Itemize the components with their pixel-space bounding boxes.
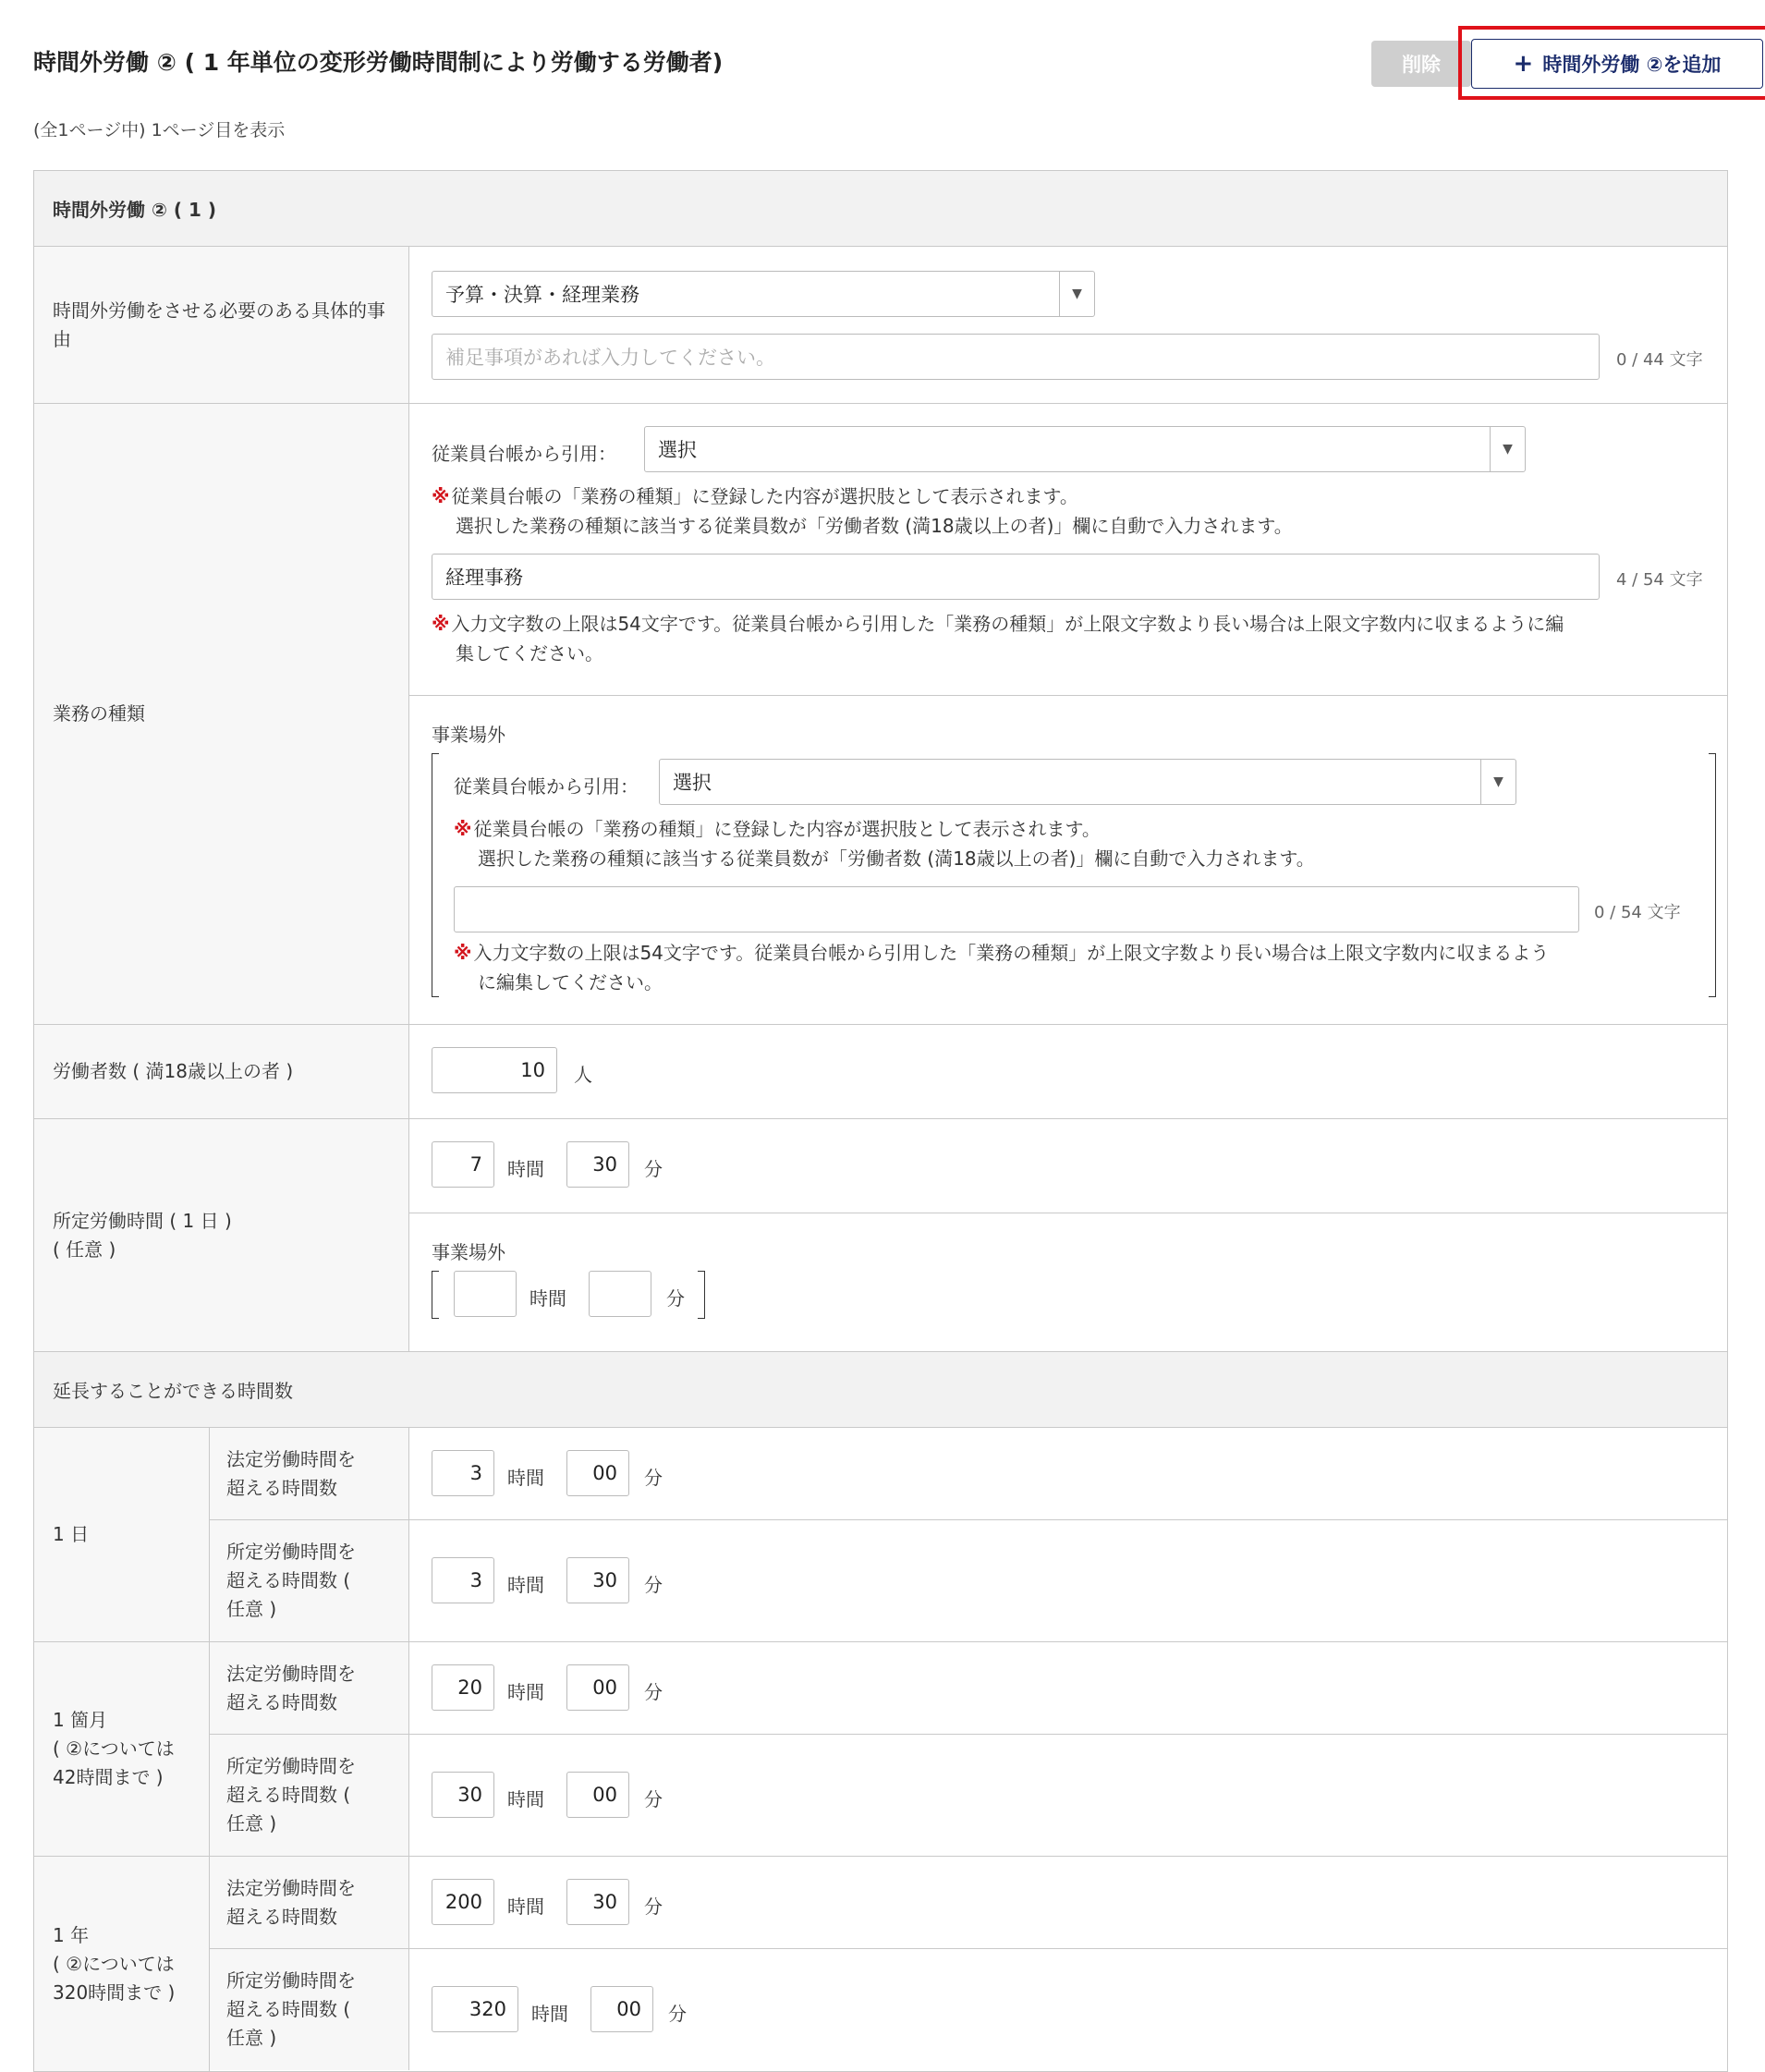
add-overtime-label: 時間外労働 ②を追加 bbox=[1542, 54, 1722, 76]
outside-heading: 事業場外 bbox=[432, 724, 505, 746]
scheduled-row bbox=[34, 1119, 1727, 1352]
job-type-main bbox=[409, 404, 1727, 696]
job-type-input-value: 経理事務 bbox=[445, 567, 523, 589]
day-sched-row bbox=[210, 1520, 1727, 1641]
reason-label: 時間外労働をさせる必要のある具体的事由 bbox=[34, 247, 409, 403]
supplement-counter: 0 / 44 文字 bbox=[1616, 350, 1703, 370]
legal-label-line: 法定労働時間を bbox=[226, 1662, 356, 1685]
minute-unit: 分 bbox=[668, 2003, 687, 2025]
job-type-counter: 4 / 54 文字 bbox=[1616, 570, 1703, 590]
month-sched-row bbox=[210, 1735, 1727, 1856]
year-sched-row bbox=[210, 1949, 1727, 2070]
sched-label-line: 超える時間数 ( bbox=[226, 1998, 351, 2020]
month-sched-content bbox=[409, 1735, 1727, 1856]
month-legal-row bbox=[210, 1642, 1727, 1735]
month-sched-hours[interactable]: 30 bbox=[432, 1772, 494, 1818]
bracket-right bbox=[698, 1271, 705, 1319]
bracket-left bbox=[432, 753, 439, 997]
scheduled-content bbox=[409, 1119, 1727, 1351]
reason-content bbox=[409, 247, 1727, 403]
day-legal-hours[interactable]: 3 bbox=[432, 1450, 494, 1496]
note-mark: ※ bbox=[454, 942, 472, 964]
year-label-line: 1 年 bbox=[53, 1923, 90, 1946]
scheduled-outside bbox=[409, 1213, 1727, 1352]
month-sched-minutes[interactable]: 00 bbox=[566, 1772, 629, 1818]
legal-label-line: 法定労働時間を bbox=[226, 1876, 356, 1899]
extension-year-row bbox=[34, 1857, 1727, 2071]
year-label-line: 320時間まで ) bbox=[53, 1981, 176, 2004]
year-legal-content bbox=[409, 1857, 1727, 1948]
month-label bbox=[34, 1642, 210, 1856]
job-type-input[interactable] bbox=[432, 554, 1600, 600]
chevron-down-icon: ▼ bbox=[1480, 760, 1515, 804]
hour-unit: 時間 bbox=[507, 1895, 544, 1918]
minute-unit: 分 bbox=[644, 1681, 663, 1703]
month-legal-content bbox=[409, 1642, 1727, 1734]
minute-unit: 分 bbox=[644, 1467, 663, 1489]
sched-label bbox=[210, 1735, 409, 1856]
minute-unit: 分 bbox=[644, 1788, 663, 1810]
bracket-left bbox=[432, 1271, 439, 1319]
cite-label: 従業員台帳から引用： bbox=[432, 443, 616, 465]
month-legal-minutes[interactable]: 00 bbox=[566, 1664, 629, 1711]
note-text: 入力文字数の上限は54文字です。従業員台帳から引用した「業務の種類」が上限文字数より長い場合は上限文字数内に収まるよう bbox=[473, 942, 1550, 964]
hour-unit: 時間 bbox=[507, 1158, 544, 1180]
year-sched-content bbox=[409, 1949, 1727, 2070]
legal-label-line: 超える時間数 bbox=[226, 1690, 337, 1713]
year-legal-minutes[interactable]: 30 bbox=[566, 1879, 629, 1925]
hour-unit: 時間 bbox=[507, 1681, 544, 1703]
reason-row bbox=[34, 247, 1727, 404]
job-type-note-1 bbox=[432, 481, 1293, 541]
outside-cite-label: 従業員台帳から引用： bbox=[454, 775, 639, 798]
month-label-line: 42時間まで ) bbox=[53, 1766, 164, 1788]
outside-minutes-input[interactable] bbox=[589, 1271, 651, 1317]
outside-job-type-select[interactable] bbox=[659, 759, 1516, 805]
supplement-input[interactable] bbox=[432, 334, 1600, 380]
page-title: 時間外労働 ② ( 1 年単位の変形労働時間制により労働する労働者) bbox=[33, 49, 724, 76]
legal-label bbox=[210, 1428, 409, 1519]
outside-note-1 bbox=[454, 814, 1315, 873]
sched-label-line: 所定労働時間を bbox=[226, 1755, 356, 1777]
bracket-right bbox=[1709, 753, 1716, 997]
legal-label-line: 超える時間数 bbox=[226, 1905, 337, 1928]
delete-button[interactable]: 削除 bbox=[1371, 41, 1471, 87]
sched-label bbox=[210, 1949, 409, 2070]
workers-unit: 人 bbox=[574, 1064, 592, 1086]
job-type-label: 業務の種類 bbox=[34, 404, 409, 1024]
legal-label-line: 超える時間数 bbox=[226, 1476, 337, 1499]
workers-input[interactable]: 10 bbox=[432, 1047, 557, 1093]
day-sched-content bbox=[409, 1520, 1727, 1641]
scheduled-main bbox=[409, 1119, 1727, 1213]
sched-label-line: 超える時間数 ( bbox=[226, 1784, 351, 1806]
outside-hours-input[interactable] bbox=[454, 1271, 517, 1317]
month-group bbox=[210, 1642, 1727, 1856]
note-text: に編集してください。 bbox=[478, 971, 663, 993]
day-legal-row bbox=[210, 1428, 1727, 1520]
sched-label-line: 所定労働時間を bbox=[226, 1541, 356, 1563]
workers-row bbox=[34, 1025, 1727, 1119]
month-legal-hours[interactable]: 20 bbox=[432, 1664, 494, 1711]
sched-label-line: 所定労働時間を bbox=[226, 1969, 356, 1992]
sched-label-line: 任意 ) bbox=[226, 2027, 277, 2049]
page-info: (全1ページ中) 1ページ目を表示 bbox=[33, 120, 286, 140]
reason-select[interactable] bbox=[432, 271, 1095, 317]
scheduled-label-line: 所定労働時間 ( 1 日 ) bbox=[53, 1209, 232, 1232]
job-type-outside bbox=[409, 696, 1727, 1025]
year-label bbox=[34, 1857, 210, 2071]
scheduled-minutes-input[interactable]: 30 bbox=[566, 1141, 629, 1188]
extension-heading-text: 延長することができる時間数 bbox=[53, 1380, 293, 1402]
minute-unit: 分 bbox=[644, 1895, 663, 1918]
outside-select-value: 選択 bbox=[673, 772, 712, 794]
legal-label bbox=[210, 1857, 409, 1948]
month-label-line: ( ②については bbox=[53, 1737, 175, 1760]
workers-label: 労働者数 ( 満18歳以上の者 ) bbox=[34, 1025, 409, 1118]
section-title-text: 時間外労働 ② ( 1 ) bbox=[53, 199, 216, 221]
section-title bbox=[34, 171, 1727, 247]
outside-note-2 bbox=[454, 938, 1549, 997]
note-text: 従業員台帳の「業務の種類」に登録した内容が選択肢として表示されます。 bbox=[473, 818, 1101, 840]
day-sched-minutes[interactable]: 30 bbox=[566, 1557, 629, 1603]
scheduled-hours-input[interactable]: 7 bbox=[432, 1141, 494, 1188]
add-overtime-button[interactable] bbox=[1471, 39, 1763, 89]
page-header bbox=[33, 41, 1745, 102]
year-sched-minutes[interactable]: 00 bbox=[590, 1986, 653, 2032]
note-text: 従業員台帳の「業務の種類」に登録した内容が選択肢として表示されます。 bbox=[451, 485, 1078, 507]
reason-select-value: 予算・決算・経理業務 bbox=[445, 284, 639, 306]
minute-unit: 分 bbox=[644, 1158, 663, 1180]
scheduled-label bbox=[34, 1119, 409, 1351]
sched-label bbox=[210, 1520, 409, 1641]
day-group bbox=[210, 1428, 1727, 1641]
supplement-placeholder: 補足事項があれば入力してください。 bbox=[445, 347, 775, 369]
year-group bbox=[210, 1857, 1727, 2071]
sched-label-line: 任意 ) bbox=[226, 1812, 277, 1834]
job-type-content bbox=[409, 404, 1727, 1024]
note-text: 入力文字数の上限は54文字です。従業員台帳から引用した「業務の種類」が上限文字数より長い場合は上限文字数内に収まるように編 bbox=[451, 613, 1564, 635]
legal-label bbox=[210, 1642, 409, 1734]
sched-label-line: 任意 ) bbox=[226, 1598, 277, 1620]
outside-job-type-input[interactable] bbox=[454, 886, 1579, 932]
hour-unit: 時間 bbox=[530, 1287, 566, 1310]
year-label-line: ( ②については bbox=[53, 1952, 175, 1975]
extension-heading bbox=[34, 1352, 1727, 1428]
note-text: 選択した業務の種類に該当する従業員数が「労働者数 (満18歳以上の者)」欄に自動で入力されます。 bbox=[478, 847, 1315, 870]
note-text: 選択した業務の種類に該当する従業員数が「労働者数 (満18歳以上の者)」欄に自動で入力されます。 bbox=[456, 515, 1293, 537]
month-label-line: 1 箇月 bbox=[53, 1709, 108, 1731]
job-type-select[interactable] bbox=[644, 426, 1526, 472]
job-type-note-2 bbox=[432, 609, 1564, 668]
job-type-select-value: 選択 bbox=[658, 439, 697, 461]
extension-month-row bbox=[34, 1642, 1727, 1857]
scheduled-outside-heading: 事業場外 bbox=[432, 1241, 505, 1263]
chevron-down-icon: ▼ bbox=[1059, 272, 1094, 316]
note-mark: ※ bbox=[432, 485, 450, 507]
sched-label-line: 超える時間数 ( bbox=[226, 1569, 351, 1591]
hour-unit: 時間 bbox=[507, 1467, 544, 1489]
outside-counter: 0 / 54 文字 bbox=[1594, 903, 1681, 922]
overtime-form bbox=[33, 170, 1728, 2072]
hour-unit: 時間 bbox=[507, 1574, 544, 1596]
note-mark: ※ bbox=[454, 818, 472, 840]
minute-unit: 分 bbox=[644, 1574, 663, 1596]
day-label: 1 日 bbox=[34, 1428, 210, 1641]
note-text: 集してください。 bbox=[456, 642, 603, 664]
workers-content bbox=[409, 1025, 1727, 1118]
day-legal-minutes[interactable]: 00 bbox=[566, 1450, 629, 1496]
year-legal-row bbox=[210, 1857, 1727, 1949]
year-legal-hours[interactable]: 200 bbox=[432, 1879, 494, 1925]
day-legal-content bbox=[409, 1428, 1727, 1519]
job-type-row bbox=[34, 404, 1727, 1025]
year-sched-hours[interactable]: 320 bbox=[432, 1986, 518, 2032]
hour-unit: 時間 bbox=[531, 2003, 568, 2025]
day-sched-hours[interactable]: 3 bbox=[432, 1557, 494, 1603]
minute-unit: 分 bbox=[666, 1287, 685, 1310]
scheduled-label-line: ( 任意 ) bbox=[53, 1237, 116, 1261]
plus-icon: + bbox=[1513, 50, 1534, 78]
note-mark: ※ bbox=[432, 613, 450, 635]
extension-day-row bbox=[34, 1428, 1727, 1642]
legal-label-line: 法定労働時間を bbox=[226, 1447, 356, 1470]
hour-unit: 時間 bbox=[507, 1788, 544, 1810]
chevron-down-icon: ▼ bbox=[1490, 427, 1525, 471]
